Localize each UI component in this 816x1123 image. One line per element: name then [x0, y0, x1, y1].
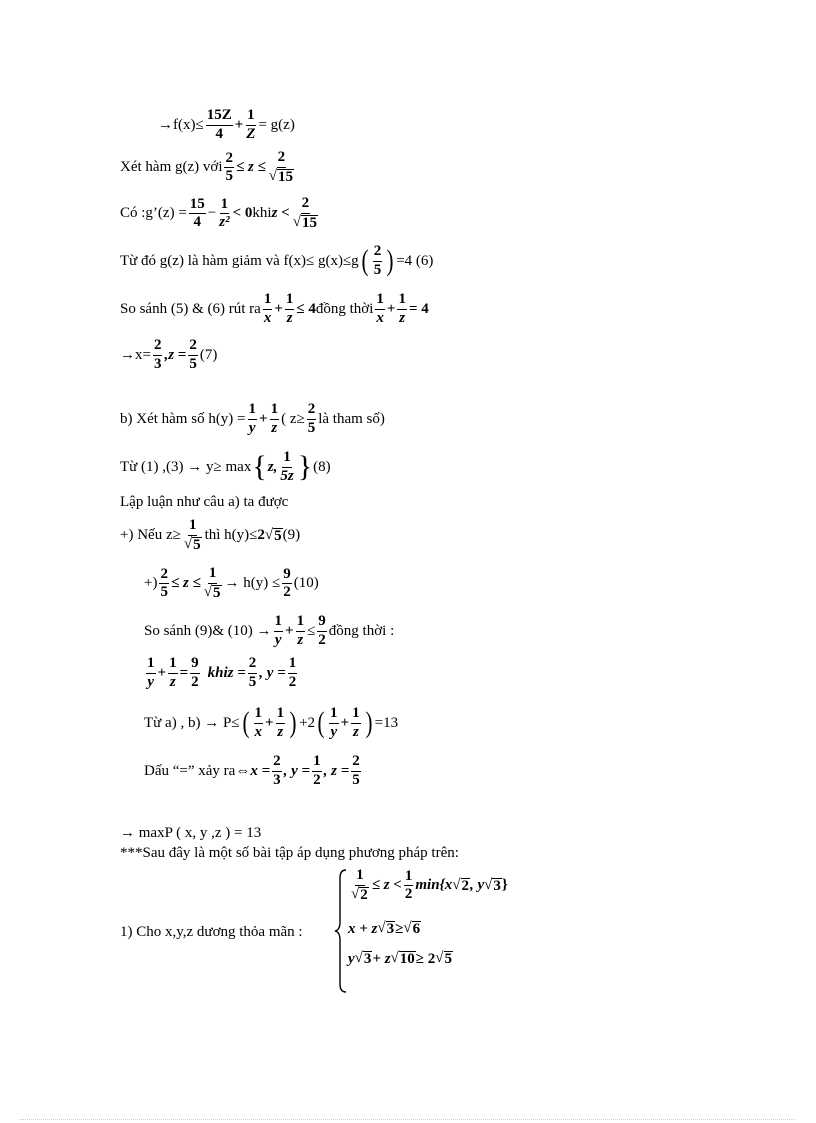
arrow-icon: → — [120, 346, 135, 363]
fraction: $\frac{1}{x}$ — [263, 291, 272, 326]
line-3: Có :g’(z) = $\frac{15}{4}$ − $\frac{1}{\text{z²}}$ < 0 khi z < 2 √ 15 — [120, 195, 317, 231]
fraction: $\frac{2}{5}$ — [352, 753, 360, 788]
line-15: Dấu “=” xảy ra⇔ x = $\frac{2}{3}$ , y = $\frac{1}{2}$ , z = $\frac{2}{5}$ — [144, 753, 360, 788]
line-5: So sánh (5) & (6) rút ra $\frac{1}{x}$ + $\frac{1}{z}$ ≤ 4 đồng thời $\frac{1}{x}$ + $\frac{1}{z}$ = 4 — [120, 291, 429, 326]
fraction: $\frac{1}{z}$ — [270, 401, 279, 436]
line-9: Lập luận như câu a) ta được — [120, 494, 289, 510]
system-line-2: x + z √ 3 ≥ √ 6 — [348, 920, 421, 937]
fraction: $\frac{15}{4}$ — [189, 195, 205, 231]
fraction: $\frac{1}{z}$ — [398, 291, 406, 326]
fraction: 2 √ 15 — [292, 195, 317, 231]
line-4: Từ đó g(z) là hàm giảm và f(x)≤ g(x)≤g ( $\frac{2}{5}$ ) =4 (6) — [120, 243, 434, 278]
fraction: $\frac{2}{5}$ — [189, 337, 197, 372]
fraction: $\frac{1}{z}$ — [296, 613, 305, 648]
line-10: +) Nếu z≥ 1 √ 5 thì h(y)≤ 2 √ 5 (9) — [120, 517, 301, 553]
system-line-1: 1 √ 2 ≤ z < $\frac{1}{2}$ min{x √ 2 , y √ 3 } — [351, 867, 508, 903]
fraction: $\frac{9}{2}$ — [318, 613, 326, 648]
line-13: $\frac{1}{y}$ + $\frac{1}{z}$ = $\frac{9}{2}$ khi z = $\frac{2}{5}$ , y = $\frac{1}{2}$ — [147, 655, 297, 690]
fraction: $\frac{2}{5}$ — [373, 243, 382, 278]
fraction: $\frac{9}{2}$ — [191, 655, 199, 690]
fraction: $\frac{1}{5z}$ — [280, 449, 294, 484]
line-14: Từ a) , b) → P≤ ( $\frac{1}{x}$ + $\frac{1}{z}$ ) +2 ( $\frac{1}{y}$ + $\frac{1}{z}$ ) =13 — [144, 705, 399, 740]
fraction: $\frac{2}{5}$ — [160, 565, 168, 601]
line-8: Từ (1) ,(3) → y≥ max { z, $\frac{1}{5z}$ } (8) — [120, 449, 331, 484]
line-7: b) Xét hàm số h(y) = $\frac{1}{y}$ + $\frac{1}{z}$ ( z≥ $\frac{2}{5}$ là tham số) — [120, 401, 385, 436]
fraction: $\frac{1}{z}$ — [352, 705, 360, 740]
fraction: $\frac{15Z}{4}$ — [206, 107, 232, 142]
line-18: 1) Cho x,y,z dương thỏa mãn : — [120, 924, 303, 940]
line-12: So sánh (9)& (10) → $\frac{1}{y}$ + $\frac{1}{z}$ ≤ $\frac{9}{2}$ đồng thời : — [144, 613, 395, 648]
fraction: $\frac{1}{z}$ — [276, 705, 285, 740]
fraction: 1 √ 2 — [351, 867, 368, 903]
fraction: $\frac{1}{y}$ — [248, 401, 257, 436]
line-11: +) $\frac{2}{5}$ ≤ z ≤ 1 √ 5 → h(y) ≤ $\frac{9}{2}$ (10) — [144, 565, 319, 601]
fraction: 1 √ 5 — [183, 517, 201, 553]
fraction: $\frac{1}{x}$ — [376, 291, 384, 326]
fraction: $\frac{9}{2}$ — [283, 565, 291, 601]
line-2: Xét hàm g(z) với $\frac{2}{5}$ ≤ z ≤ 2 √ 15 — [120, 149, 294, 185]
fraction: 2 √ 15 — [268, 149, 294, 185]
fraction: $\frac{1}{y}$ — [330, 705, 338, 740]
fraction: $\frac{2}{5}$ — [248, 655, 257, 690]
page-bottom-rule — [20, 1119, 796, 1120]
line-17: ***Sau đây là một số bài tập áp dụng phương pháp trên: — [120, 845, 459, 861]
fraction: $\frac{2}{3}$ — [273, 753, 281, 788]
system-line-3: y √ 3 + z √ 10 ≥ 2 √ 5 — [348, 950, 452, 967]
fraction: $\frac{1}{z}$ — [169, 655, 177, 690]
fraction: $\frac{1}{x}$ — [254, 705, 263, 740]
fraction: $\frac{1}{2}$ — [288, 655, 297, 690]
fraction: $\frac{1}{y}$ — [274, 613, 282, 648]
fraction: $\frac{1}{z}$ — [285, 291, 294, 326]
fraction: $\frac{2}{5}$ — [307, 401, 316, 436]
fraction: $\frac{2}{5}$ — [225, 149, 233, 185]
fraction: $\frac{1}{\text{z²}}$ — [219, 195, 230, 231]
fraction: $\frac{1}{2}$ — [313, 753, 321, 788]
fraction: $\frac{1}{Z}$ — [246, 107, 256, 142]
fraction: $\frac{2}{3}$ — [153, 337, 162, 372]
line-1: → f(x)≤ $\frac{15Z}{4}$ + $\frac{1}{Z}$ = g(z) — [158, 107, 295, 142]
line-16: → maxP ( x, y ,z ) = 13 — [120, 825, 262, 841]
fraction: 1 √ 5 — [203, 565, 221, 601]
arrow-icon: → — [158, 116, 173, 133]
fraction: $\frac{1}{2}$ — [404, 867, 413, 903]
fraction: $\frac{1}{y}$ — [147, 655, 155, 690]
line-6: → x= $\frac{2}{3}$ ,z = $\frac{2}{5}$ (7) — [120, 337, 218, 372]
